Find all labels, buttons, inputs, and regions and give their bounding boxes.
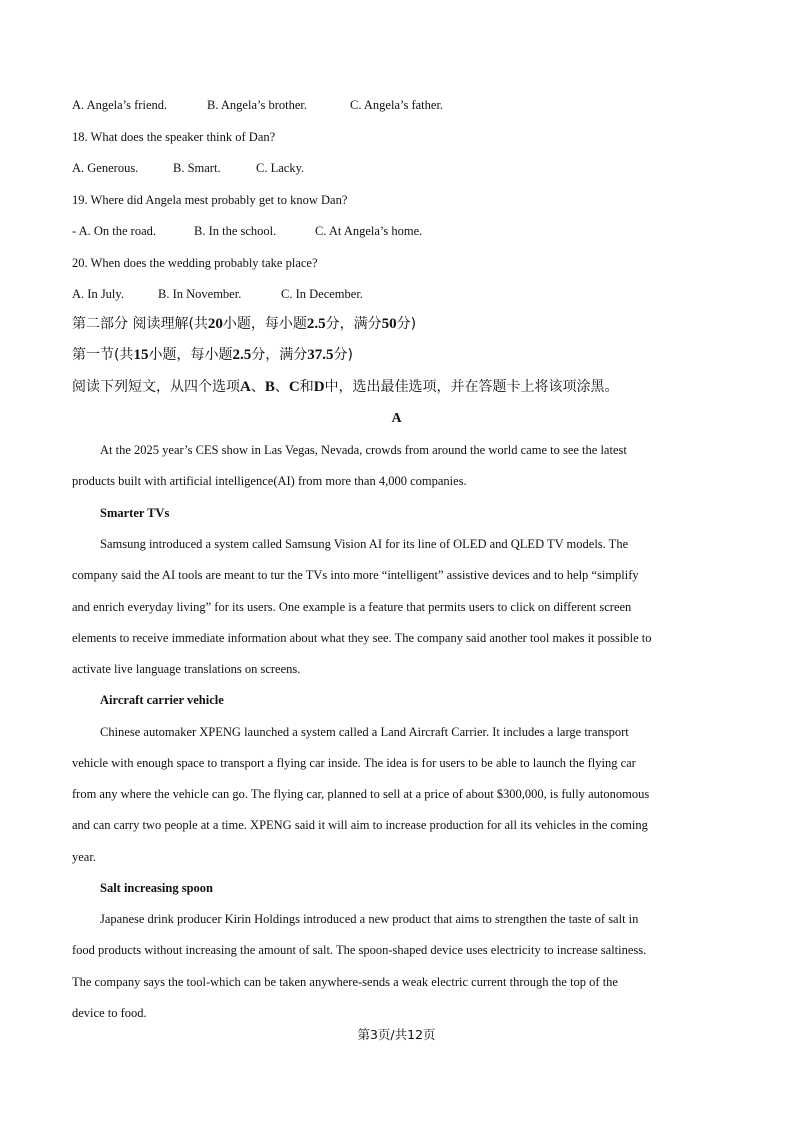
part2-points-each: 2.5	[306, 316, 326, 332]
paragraph-line: company said the AI tools are meant to tur the TVs into more “intelligent” assistive devices and to help “simplify	[72, 568, 639, 582]
q19-options	[72, 223, 422, 239]
paragraph-line: and enrich everyday living” for its users. One example is a feature that permits users to click on different screen	[72, 600, 632, 614]
part2-count: 20	[207, 316, 223, 332]
section-heading-aircraft-carrier: Aircraft carrier vehicle	[100, 693, 224, 707]
instruction-text-1: 阅读下列短文，从四个选项	[72, 379, 240, 395]
instruction-letter-d: D	[313, 379, 325, 395]
paragraph-line: Samsung introduced a system called Samsung Vision AI for its line of OLED and QLED TV models. The	[100, 537, 629, 551]
paragraph-line: vehicle with enough space to transport a flying car inside. The idea is for users to be able to launch the flying car	[72, 756, 636, 770]
q17-options	[72, 97, 443, 113]
section-heading-salt-spoon: Salt increasing spoon	[100, 881, 213, 895]
q17-option-a: A. Angela’s friend.	[72, 98, 168, 112]
part2-total: 50	[381, 316, 397, 332]
section-heading-smarter-tvs: Smarter TVs	[100, 506, 170, 520]
q18-option-c: C. Lacky.	[256, 161, 305, 175]
paragraph-line: food products without increasing the amount of salt. The spoon-shaped device uses electricity to increase saltiness.	[72, 943, 647, 957]
q20-question: 20. When does the wedding probably take place?	[72, 256, 318, 270]
paragraph-line: from any where the vehicle can go. The flying car, planned to sell at a price of about $300,000, is fully autonomous	[72, 787, 650, 801]
instruction-letter-b: B	[264, 379, 275, 395]
instruction-text-2: 、	[250, 379, 265, 395]
instruction-letter-c: C	[288, 379, 300, 395]
section1-text-1: 第一节(共	[72, 347, 134, 363]
q20-options	[72, 286, 363, 302]
section1-text-4: 分)	[333, 347, 353, 363]
paragraph-line: device to food.	[72, 1006, 147, 1020]
q19-question: 19. Where did Angela mest probably get to know Dan?	[72, 193, 348, 207]
paragraph-line: year.	[72, 850, 96, 864]
passage-letter: A	[391, 411, 402, 426]
part2-text-3: 分，满分	[325, 316, 382, 332]
reading-instruction	[72, 378, 619, 396]
q20-option-b: B. In November.	[158, 287, 242, 301]
q17-option-b: B. Angela’s brother.	[207, 98, 307, 112]
paragraph-line: The company says the tool-which can be taken anywhere-sends a weak electric current through the top of the	[72, 975, 618, 989]
q18-question: 18. What does the speaker think of Dan?	[72, 130, 276, 144]
section1-total: 37.5	[307, 347, 334, 363]
section1-heading	[72, 346, 353, 364]
paragraph-line: Chinese automaker XPENG launched a system called a Land Aircraft Carrier. It includes a large transport	[100, 725, 629, 739]
q19-option-a: - A. On the road.	[72, 224, 157, 238]
q19-option-c: C. At Angela’s home.	[315, 224, 423, 238]
part2-text-1: 第二部分 阅读理解(共	[72, 316, 208, 332]
intro-line: At the 2025 year’s CES show in Las Vegas, Nevada, crowds from around the world came to see the latest	[100, 443, 627, 457]
instruction-text-3: 、	[274, 379, 289, 395]
paragraph-line: Japanese drink producer Kirin Holdings introduced a new product that aims to strengthen the taste of salt in	[100, 912, 639, 926]
part2-text-2: 小题，每小题	[222, 316, 307, 332]
section1-text-3: 分，满分	[251, 347, 308, 363]
instruction-text-5: 中，选出最佳选项，并在答题卡上将该项涂黑。	[324, 379, 619, 395]
paragraph-line: activate live language translations on screens.	[72, 662, 301, 676]
q18-option-b: B. Smart.	[173, 161, 221, 175]
q18-option-a: A. Generous.	[72, 161, 139, 175]
section1-text-2: 小题，每小题	[148, 347, 233, 363]
q20-option-c: C. In December.	[281, 287, 363, 301]
paragraph-line: and can carry two people at a time. XPENG said it will aim to increase production for all its vehicles in the coming	[72, 818, 648, 832]
q19-option-b: B. In the school.	[194, 224, 277, 238]
q17-option-c: C. Angela’s father.	[350, 98, 444, 112]
section1-count: 15	[133, 347, 149, 363]
paragraph-line: elements to receive immediate information about what they see. The company said another tool makes it possible to	[72, 631, 652, 645]
instruction-letter-a: A	[240, 379, 251, 395]
section1-points-each: 2.5	[232, 347, 252, 363]
part2-text-4: 分)	[396, 316, 417, 332]
q18-options	[72, 160, 304, 176]
part2-heading	[72, 315, 416, 333]
q20-option-a: A. In July.	[72, 287, 124, 301]
intro-line: products built with artificial intelligence(AI) from more than 4,000 companies.	[72, 474, 467, 488]
instruction-text-4: 和	[299, 379, 314, 395]
page-number: 第3页/共12页	[357, 1027, 436, 1042]
